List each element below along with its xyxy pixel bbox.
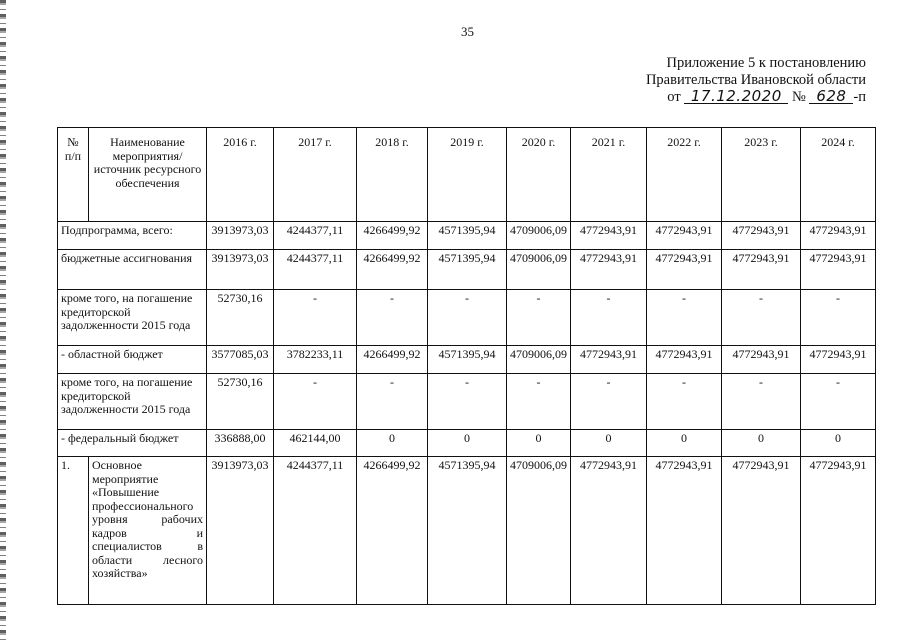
table-cell: -	[801, 290, 876, 346]
table-cell: 0	[801, 430, 876, 457]
table-cell: 3782233,11	[274, 346, 357, 374]
table-cell: 4709006,09	[507, 250, 571, 290]
column-header-year: 2018 г.	[357, 128, 428, 222]
table-cell: -	[428, 290, 507, 346]
table-cell: 4709006,09	[507, 222, 571, 250]
table-cell: 0	[507, 430, 571, 457]
date-prefix: от	[667, 89, 681, 105]
table-cell: 4266499,92	[357, 346, 428, 374]
table-cell: -	[274, 290, 357, 346]
table-cell: 4571395,94	[428, 457, 507, 605]
table-cell: 4772943,91	[801, 346, 876, 374]
row-label: бюджетные ассигнования	[58, 250, 207, 290]
table-cell: 4266499,92	[357, 457, 428, 605]
table-cell: 4772943,91	[722, 250, 801, 290]
column-header-year: 2022 г.	[647, 128, 722, 222]
row-label: Подпрограмма, всего:	[58, 222, 207, 250]
row-label: - федеральный бюджет	[58, 430, 207, 457]
table-cell: -	[357, 374, 428, 430]
table-cell: 462144,00	[274, 430, 357, 457]
table-cell: 0	[357, 430, 428, 457]
date-number-line	[646, 89, 866, 106]
table-cell: 4571395,94	[428, 222, 507, 250]
table-cell: 4772943,91	[722, 222, 801, 250]
column-header-year: 2021 г.	[571, 128, 647, 222]
table-cell: 4772943,91	[801, 222, 876, 250]
table-cell: 4772943,91	[722, 346, 801, 374]
row-label: кроме того, на погашение кредиторской задолженности 2015 года	[58, 290, 207, 346]
table-row	[58, 250, 876, 290]
column-header-year: 2016 г.	[207, 128, 274, 222]
table-cell: 4772943,91	[571, 457, 647, 605]
appendix-header	[646, 55, 866, 106]
handwritten-number: 628	[809, 89, 853, 104]
table-cell: 4772943,91	[801, 250, 876, 290]
number-suffix: -п	[853, 89, 866, 105]
table-cell: 3577085,03	[207, 346, 274, 374]
table-cell: 3913973,03	[207, 250, 274, 290]
table-cell: 4772943,91	[571, 222, 647, 250]
column-header-year: 2019 г.	[428, 128, 507, 222]
row-label: - областной бюджет	[58, 346, 207, 374]
table-cell: -	[722, 290, 801, 346]
scan-edge-artifact	[0, 0, 6, 640]
table-row-activity	[58, 457, 876, 605]
appendix-title: Приложение 5 к постановлению	[666, 55, 866, 71]
table-cell: 4772943,91	[722, 457, 801, 605]
table-cell: 4244377,11	[274, 250, 357, 290]
table-cell: -	[571, 290, 647, 346]
column-header-year: 2023 г.	[722, 128, 801, 222]
table-cell: 4709006,09	[507, 346, 571, 374]
issuer-line: Правительства Ивановской области	[645, 72, 866, 88]
column-header-year: 2020 г.	[507, 128, 571, 222]
table-cell: 0	[428, 430, 507, 457]
table-cell: 4772943,91	[571, 250, 647, 290]
table-row	[58, 290, 876, 346]
table-cell: -	[357, 290, 428, 346]
table-cell: -	[801, 374, 876, 430]
table-cell: 4709006,09	[507, 457, 571, 605]
table-cell: 4266499,92	[357, 222, 428, 250]
table-cell: 4772943,91	[647, 457, 722, 605]
number-prefix: №	[791, 89, 806, 105]
table-row	[58, 430, 876, 457]
table-cell: -	[428, 374, 507, 430]
table-cell: 4266499,92	[357, 250, 428, 290]
table-cell: -	[274, 374, 357, 430]
table-cell: 0	[647, 430, 722, 457]
table-cell: -	[647, 290, 722, 346]
table-cell: 4244377,11	[274, 457, 357, 605]
row-label: кроме того, на погашение кредиторской задолженности 2015 года	[58, 374, 207, 430]
table-cell: -	[722, 374, 801, 430]
table-cell: 4772943,91	[647, 346, 722, 374]
column-header-name: Наименование мероприятия/ источник ресурсного обеспечения	[89, 128, 207, 222]
table-cell: 4772943,91	[571, 346, 647, 374]
activity-number: 1.	[58, 457, 89, 605]
activity-name: Основное мероприятие «Повышение профессионального уровня рабочих кадров и специалистов в области лесного хозяйства»	[89, 457, 207, 605]
table-cell: 0	[571, 430, 647, 457]
table-cell: 4571395,94	[428, 346, 507, 374]
table-cell: -	[507, 374, 571, 430]
table-cell: 4571395,94	[428, 250, 507, 290]
table-row	[58, 222, 876, 250]
table-cell: 4244377,11	[274, 222, 357, 250]
table-cell: -	[507, 290, 571, 346]
table-cell: 3913973,03	[207, 222, 274, 250]
table-cell: 0	[722, 430, 801, 457]
table-cell: 52730,16	[207, 374, 274, 430]
table-row	[58, 374, 876, 430]
table-cell: -	[571, 374, 647, 430]
table-cell: 52730,16	[207, 290, 274, 346]
handwritten-date: 17.12.2020	[684, 89, 788, 104]
table-cell: -	[647, 374, 722, 430]
table-cell: 4772943,91	[647, 222, 722, 250]
table-cell: 336888,00	[207, 430, 274, 457]
table-cell: 4772943,91	[647, 250, 722, 290]
column-header-year: 2024 г.	[801, 128, 876, 222]
table-header-row	[58, 128, 876, 222]
table-cell: 4772943,91	[801, 457, 876, 605]
table-row	[58, 346, 876, 374]
budget-table	[57, 127, 876, 605]
table-cell: 3913973,03	[207, 457, 274, 605]
page-number: 35	[461, 24, 474, 39]
column-header-year: 2017 г.	[274, 128, 357, 222]
column-header-number: № п/п	[58, 128, 89, 222]
